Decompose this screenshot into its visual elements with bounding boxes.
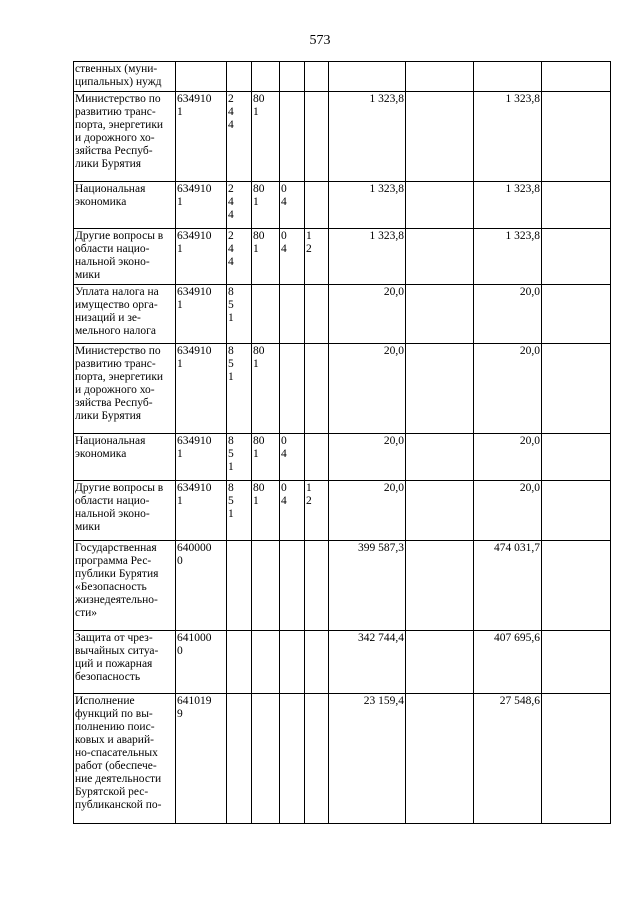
cell-target-article: 634910 1 — [176, 182, 227, 229]
cell-amount-3: 20,0 — [474, 344, 542, 434]
table-row — [74, 229, 611, 285]
cell-sub-code — [305, 62, 329, 92]
cell-amount-1: 20,0 — [329, 481, 406, 541]
cell-amount-2 — [406, 229, 474, 285]
cell-expense-type: 8 5 1 — [227, 344, 252, 434]
cell-name: Другие вопросы в области нацио- нальной эконо- мики — [74, 229, 176, 285]
cell-target-article: 634910 1 — [176, 229, 227, 285]
cell-amount-3: 1 323,8 — [474, 92, 542, 182]
cell-name: Министерство по развитию транс- порта, энергетики и дорожного хо- зяйства Респуб- лики Бурятия — [74, 344, 176, 434]
cell-section: 80 1 — [252, 344, 280, 434]
cell-expense-type — [227, 694, 252, 824]
cell-subsection: 0 4 — [280, 182, 305, 229]
page-number: 573 — [309, 33, 331, 48]
table-row — [74, 92, 611, 182]
cell-name: Государственная программа Рес- публики Бурятия «Безопасность жизнедеятельно- сти» — [74, 541, 176, 631]
cell-amount-4 — [542, 285, 611, 344]
cell-amount-3: 20,0 — [474, 434, 542, 481]
cell-amount-2 — [406, 694, 474, 824]
cell-amount-1: 20,0 — [329, 344, 406, 434]
cell-target-article: 634910 1 — [176, 481, 227, 541]
cell-sub-code — [305, 631, 329, 694]
cell-expense-type: 8 5 1 — [227, 481, 252, 541]
cell-amount-4 — [542, 541, 611, 631]
table-row — [74, 631, 611, 694]
table-row — [74, 694, 611, 824]
cell-expense-type — [227, 541, 252, 631]
cell-amount-4 — [542, 344, 611, 434]
cell-amount-3: 20,0 — [474, 481, 542, 541]
cell-section: 80 1 — [252, 182, 280, 229]
cell-target-article: 634910 1 — [176, 434, 227, 481]
cell-amount-3: 20,0 — [474, 285, 542, 344]
cell-expense-type: 2 4 4 — [227, 229, 252, 285]
cell-subsection: 0 4 — [280, 434, 305, 481]
cell-amount-3 — [474, 62, 542, 92]
cell-section: 80 1 — [252, 481, 280, 541]
cell-amount-1: 342 744,4 — [329, 631, 406, 694]
cell-amount-4 — [542, 694, 611, 824]
cell-sub-code — [305, 694, 329, 824]
cell-amount-4 — [542, 434, 611, 481]
cell-amount-4 — [542, 92, 611, 182]
cell-sub-code: 1 2 — [305, 481, 329, 541]
cell-target-article: 634910 1 — [176, 92, 227, 182]
table-row — [74, 182, 611, 229]
cell-name: Национальная экономика — [74, 434, 176, 481]
cell-amount-2 — [406, 541, 474, 631]
cell-subsection — [280, 541, 305, 631]
cell-subsection — [280, 285, 305, 344]
cell-amount-2 — [406, 481, 474, 541]
cell-expense-type: 8 5 1 — [227, 434, 252, 481]
cell-amount-3: 27 548,6 — [474, 694, 542, 824]
table-row — [74, 285, 611, 344]
table-row — [74, 434, 611, 481]
cell-subsection: 0 4 — [280, 481, 305, 541]
cell-amount-2 — [406, 285, 474, 344]
cell-amount-2 — [406, 182, 474, 229]
cell-sub-code — [305, 344, 329, 434]
cell-amount-1: 20,0 — [329, 285, 406, 344]
cell-amount-4 — [542, 182, 611, 229]
cell-amount-1: 1 323,8 — [329, 92, 406, 182]
cell-subsection — [280, 344, 305, 434]
cell-amount-1: 399 587,3 — [329, 541, 406, 631]
cell-amount-3: 474 031,7 — [474, 541, 542, 631]
cell-name: Другие вопросы в области нацио- нальной эконо- мики — [74, 481, 176, 541]
cell-section — [252, 694, 280, 824]
cell-name: ственных (муни- ципальных) нужд — [74, 62, 176, 92]
cell-name: Национальная экономика — [74, 182, 176, 229]
cell-expense-type: 8 5 1 — [227, 285, 252, 344]
cell-amount-1: 1 323,8 — [329, 182, 406, 229]
cell-target-article: 634910 1 — [176, 344, 227, 434]
cell-section: 80 1 — [252, 434, 280, 481]
cell-amount-2 — [406, 434, 474, 481]
table-row — [74, 344, 611, 434]
cell-sub-code — [305, 92, 329, 182]
cell-expense-type — [227, 631, 252, 694]
cell-amount-2 — [406, 92, 474, 182]
cell-target-article: 640000 0 — [176, 541, 227, 631]
cell-expense-type: 2 4 4 — [227, 92, 252, 182]
budget-table — [73, 61, 611, 824]
cell-sub-code — [305, 434, 329, 481]
cell-target-article: 641019 9 — [176, 694, 227, 824]
cell-amount-4 — [542, 62, 611, 92]
cell-amount-3: 1 323,8 — [474, 229, 542, 285]
table-row — [74, 541, 611, 631]
cell-subsection: 0 4 — [280, 229, 305, 285]
cell-amount-3: 407 695,6 — [474, 631, 542, 694]
table-row — [74, 62, 611, 92]
cell-amount-1: 1 323,8 — [329, 229, 406, 285]
cell-name: Защита от чрез- вычайных ситуа- ций и пожарная безопасность — [74, 631, 176, 694]
cell-amount-3: 1 323,8 — [474, 182, 542, 229]
cell-name: Уплата налога на имущество орга- низаций и зе- мельного налога — [74, 285, 176, 344]
cell-expense-type: 2 4 4 — [227, 182, 252, 229]
cell-subsection — [280, 694, 305, 824]
cell-amount-1 — [329, 62, 406, 92]
cell-sub-code — [305, 541, 329, 631]
cell-subsection — [280, 62, 305, 92]
cell-section: 80 1 — [252, 92, 280, 182]
cell-sub-code: 1 2 — [305, 229, 329, 285]
cell-amount-1: 23 159,4 — [329, 694, 406, 824]
cell-section — [252, 631, 280, 694]
cell-target-article — [176, 62, 227, 92]
cell-amount-1: 20,0 — [329, 434, 406, 481]
cell-name: Министерство по развитию транс- порта, энергетики и дорожного хо- зяйства Респуб- лики Бурятия — [74, 92, 176, 182]
cell-amount-2 — [406, 631, 474, 694]
cell-subsection — [280, 631, 305, 694]
table-row — [74, 481, 611, 541]
cell-amount-4 — [542, 481, 611, 541]
cell-amount-2 — [406, 62, 474, 92]
cell-expense-type — [227, 62, 252, 92]
cell-subsection — [280, 92, 305, 182]
cell-sub-code — [305, 182, 329, 229]
cell-section — [252, 62, 280, 92]
cell-section: 80 1 — [252, 229, 280, 285]
cell-section — [252, 285, 280, 344]
cell-target-article: 641000 0 — [176, 631, 227, 694]
cell-amount-4 — [542, 229, 611, 285]
cell-section — [252, 541, 280, 631]
cell-amount-2 — [406, 344, 474, 434]
cell-name: Исполнение функций по вы- полнению поис- ковых и аварий- но-спасательных работ (обеспече- ние деятельности Бурятской рес- публиканской по- — [74, 694, 176, 824]
cell-sub-code — [305, 285, 329, 344]
cell-target-article: 634910 1 — [176, 285, 227, 344]
cell-amount-4 — [542, 631, 611, 694]
